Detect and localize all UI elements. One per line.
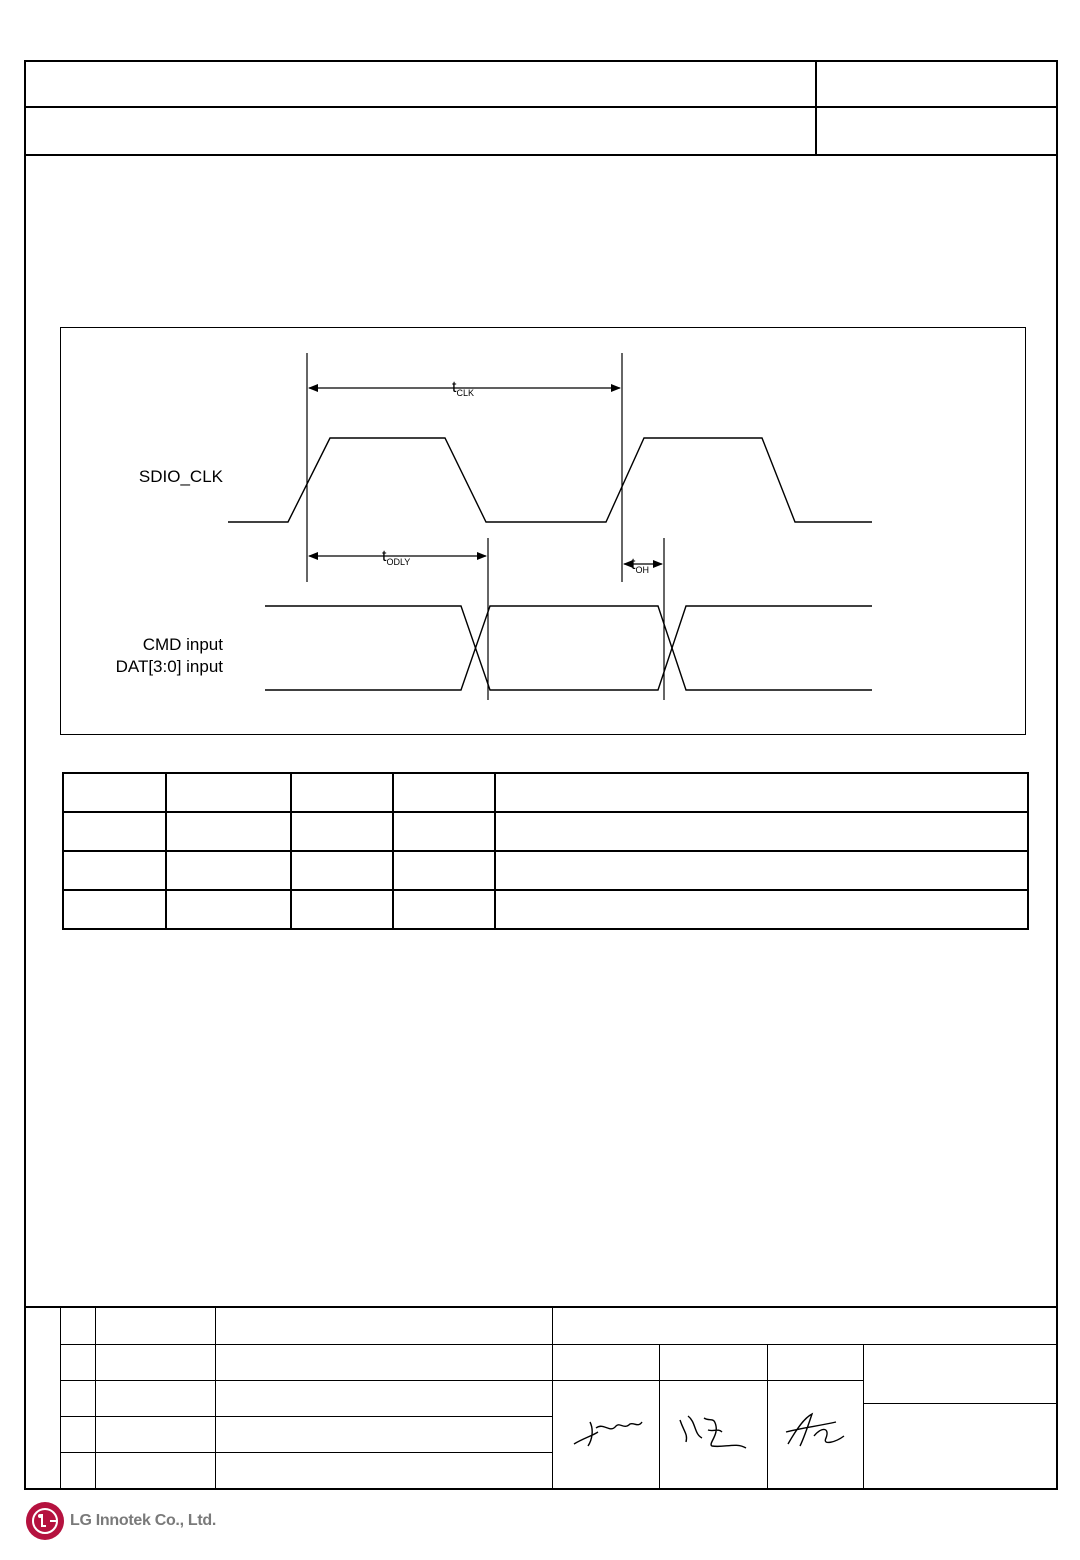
table-row [63,773,1028,812]
table-cell [63,773,166,812]
signature-1-image [570,1408,646,1450]
data-waveform-top [265,606,872,690]
dat-signal-label: DAT[3:0] input [115,657,223,676]
footer-col-3 [215,1306,216,1490]
footer-col-4 [552,1306,553,1490]
toh-label-sub: OH [635,565,649,576]
table-cell [495,773,1028,812]
table-cell [393,773,495,812]
signature-3-image [778,1408,854,1450]
footer-col-6 [767,1344,768,1490]
table-cell [393,851,495,890]
table-cell [166,773,291,812]
todly-label [382,548,410,567]
table-cell [291,851,393,890]
table-cell [393,890,495,929]
clock-signal-label: SDIO_CLK [138,467,223,486]
table-cell [166,890,291,929]
tclk-label-sub: CLK [456,388,474,399]
todly-label-base: t [382,548,387,565]
table-row [63,851,1028,890]
footer-top-rule [24,1306,1058,1308]
table-cell [393,812,495,851]
cmd-signal-label: CMD input [142,635,223,654]
tclk-label [452,379,474,398]
table-cell [291,773,393,812]
table-cell [291,890,393,929]
table-cell [63,890,166,929]
timing-parameter-table [62,772,1029,930]
footer-col-2 [95,1306,96,1490]
table-cell [166,851,291,890]
signature-2-image [674,1408,750,1450]
company-logo [26,1502,256,1544]
footer-rule-2 [60,1380,553,1381]
table-cell [495,890,1028,929]
footer-rule-4 [60,1452,553,1453]
table-cell [63,812,166,851]
table-row [63,890,1028,929]
table-cell [63,851,166,890]
footer-col-1 [60,1306,61,1490]
lg-logo-mark-icon [26,1502,64,1540]
table-cell [495,812,1028,851]
data-waveform-bottom [265,606,872,690]
footer-rule-1 [60,1344,1058,1345]
footer-rule-right [864,1403,1058,1404]
clk-waveform [228,438,872,522]
table-cell [166,812,291,851]
table-cell [495,851,1028,890]
toh-label [631,556,649,575]
toh-label-base: t [631,556,636,573]
footer-col-7 [863,1344,864,1490]
tclk-label-base: t [452,379,457,396]
todly-label-sub: ODLY [386,557,411,568]
table-cell [291,812,393,851]
footer-col-5 [659,1344,660,1490]
table-row [63,812,1028,851]
footer-rule-approval [553,1380,864,1381]
footer-rule-3 [60,1416,553,1417]
company-name: LG Innotek Co., Ltd. [70,1512,216,1529]
